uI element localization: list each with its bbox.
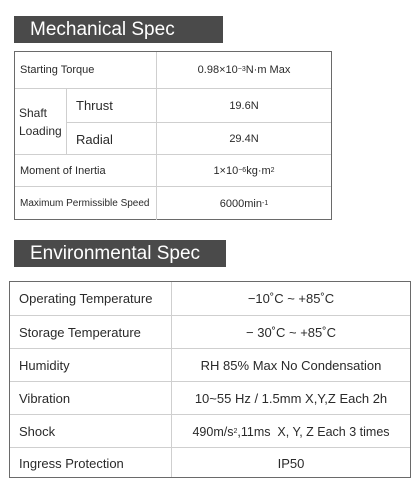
table-row-storage-temperature — [10, 315, 410, 349]
max-speed-label: Maximum Permissible Speed — [20, 198, 150, 209]
moment-of-inertia-value: 1×10 −6 kg·m 2 — [213, 165, 275, 177]
shaft-label: Shaft — [19, 106, 48, 120]
humidity-label: Humidity — [19, 358, 70, 373]
mechanical-spec-title: Mechanical Spec — [14, 16, 223, 43]
table-row-operating-temperature — [10, 282, 410, 315]
table-row-shaft-loading — [15, 88, 331, 155]
table-row-vibration — [10, 381, 410, 415]
table-row-thrust — [67, 89, 331, 122]
table-row-humidity — [10, 348, 410, 382]
environmental-spec-title: Environmental Spec — [14, 240, 226, 267]
shock-value-rest: ,11ms X, Y, Z Each 3 times — [237, 424, 390, 439]
mechanical-spec-table — [14, 51, 332, 220]
table-row-max-speed — [15, 186, 331, 220]
operating-temperature-label: Operating Temperature — [19, 291, 153, 306]
radial-label: Radial — [76, 131, 113, 147]
starting-torque-label: Starting Torque — [20, 64, 95, 76]
shock-value: 490m/s 2 ,11ms X, Y, Z Each 3 times — [192, 424, 390, 439]
table-row-moment-of-inertia — [15, 154, 331, 187]
loading-label: Loading — [19, 124, 62, 138]
starting-torque-value-main: 0.98×10 — [197, 64, 238, 76]
environmental-spec-table — [9, 281, 411, 478]
thrust-label: Thrust — [76, 98, 113, 113]
ingress-protection-label: Ingress Protection — [19, 455, 124, 471]
shaft-loading-label — [19, 89, 73, 155]
table-row-shock — [10, 414, 410, 448]
moi-value-unit: kg·m — [246, 165, 271, 177]
mechanical-title-rule — [14, 42, 223, 43]
humidity-value: RH 85% Max No Condensation — [200, 358, 382, 373]
starting-torque-value: 0.98×10 −3 N·m Max — [197, 64, 291, 76]
ingress-protection-value: IP50 — [277, 455, 305, 471]
vibration-label: Vibration — [19, 391, 71, 406]
max-speed-value: 6000min -1 — [219, 197, 269, 210]
starting-torque-value-unit: N·m Max — [245, 64, 291, 76]
storage-temperature-label: Storage Temperature — [19, 325, 141, 340]
table-row-radial — [67, 123, 331, 155]
storage-temperature-value: − 30˚C ~ +85˚C — [246, 325, 336, 340]
vibration-value: 10~55 Hz / 1.5mm X,Y,Z Each 2h — [194, 391, 388, 406]
thrust-value: 19.6N — [229, 99, 259, 112]
table-row-ingress-protection — [10, 447, 410, 478]
environmental-title-rule — [14, 266, 226, 267]
moment-of-inertia-label: Moment of Inertia — [20, 165, 106, 177]
radial-value: 29.4N — [229, 133, 259, 145]
shock-value-main: 490m/s — [192, 424, 234, 439]
shock-label: Shock — [19, 424, 56, 439]
operating-temperature-value: −10˚C ~ +85˚C — [247, 291, 335, 306]
max-speed-value-main: 6000min — [219, 197, 262, 210]
table-row-starting-torque — [15, 52, 331, 88]
moi-value-main: 1×10 — [213, 165, 239, 177]
